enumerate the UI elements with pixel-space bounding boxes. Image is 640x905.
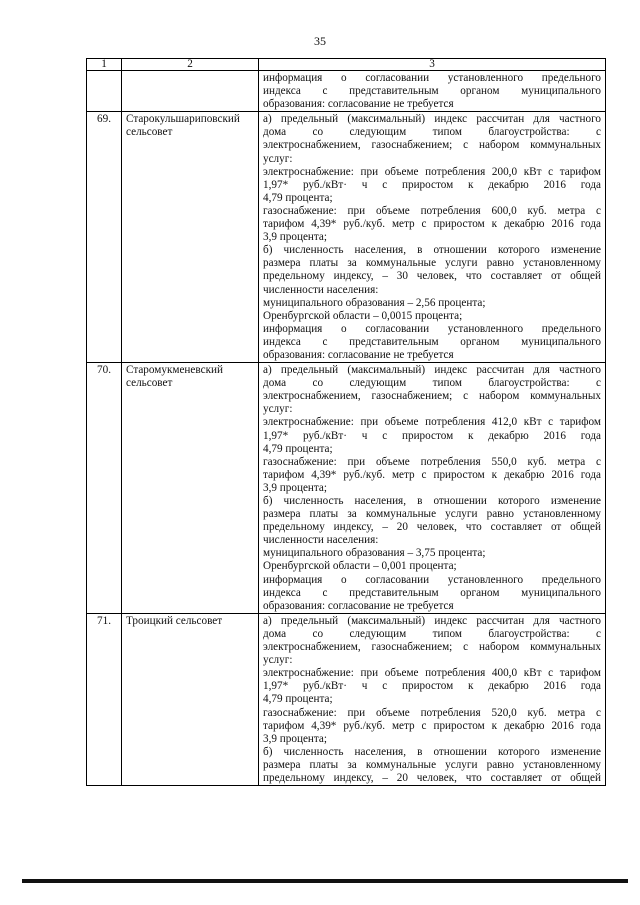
content-line: электроснабжение: при объеме потребления 412,0 кВт с тарифом bbox=[263, 416, 601, 429]
content-line: образования: согласование не требуется bbox=[263, 348, 454, 361]
content-line: газоснабжение: при объеме потребления 520,0 куб. метра с bbox=[263, 706, 601, 719]
column-header-content: 3 bbox=[259, 59, 606, 71]
content-line: тарифом 4,39* руб./куб. метр с приростом к декабрю 2016 года bbox=[263, 468, 601, 481]
content-line: 4,79 процента; bbox=[263, 191, 333, 204]
continuation-row bbox=[87, 71, 606, 112]
content-line: информация о согласовании установленного предельного bbox=[263, 573, 601, 586]
content-line: а) предельный (максимальный) индекс рассчитан для частного bbox=[263, 364, 601, 377]
content-line: 3,9 процента; bbox=[263, 231, 327, 244]
table-row bbox=[87, 363, 606, 614]
content-line: дома со следующим типом благоустройства: с bbox=[263, 126, 601, 139]
content-line: электроснабжение: при объеме потребления 400,0 кВт с тарифом bbox=[263, 667, 601, 680]
footer-rule bbox=[22, 879, 628, 883]
content-line: а) предельный (максимальный) индекс рассчитан для частного bbox=[263, 614, 601, 627]
content-line: газоснабжение: при объеме потребления 600,0 куб. метра с bbox=[263, 204, 601, 217]
column-header-number: 1 bbox=[87, 59, 122, 71]
content-line: размера платы за коммунальные услуги равно установленному bbox=[263, 758, 601, 771]
content-line: индекса с представительным органом муниципального bbox=[263, 586, 601, 599]
row-content bbox=[259, 363, 606, 614]
content-line: электроснабжением, газоснабжением; с набором коммунальных bbox=[263, 641, 601, 654]
row-content bbox=[259, 112, 606, 363]
row-number: 71. bbox=[87, 613, 122, 785]
content-line: Оренбургской области – 0,001 процента; bbox=[263, 560, 457, 573]
page-number: 35 bbox=[314, 34, 326, 48]
content-line: а) предельный (максимальный) индекс рассчитан для частного bbox=[263, 113, 601, 126]
content-line: информация о согласовании установленного предельного bbox=[263, 72, 601, 84]
content-line: услуг: bbox=[263, 152, 293, 165]
content-line: размера платы за коммунальные услуги равно установленному bbox=[263, 257, 601, 270]
content-line: электроснабжением, газоснабжением; с набором коммунальных bbox=[263, 390, 601, 403]
content-line: образования: согласование не требуется bbox=[263, 98, 454, 111]
content-line: предельному индексу, – 20 человек, что составляет от общей bbox=[263, 771, 601, 784]
table-row bbox=[87, 112, 606, 363]
content-line: размера платы за коммунальные услуги равно установленному bbox=[263, 508, 601, 521]
row-number: 70. bbox=[87, 363, 122, 614]
table-body bbox=[87, 71, 606, 786]
content-line: б) численность населения, в отношении которого изменение bbox=[263, 244, 601, 257]
content-line: 4,79 процента; bbox=[263, 693, 333, 706]
content-line: образования: согласование не требуется bbox=[263, 599, 454, 612]
table-row bbox=[87, 613, 606, 785]
content-line: б) численность населения, в отношении которого изменение bbox=[263, 745, 601, 758]
municipality-name: Старомукменевский сельсовет bbox=[122, 363, 259, 614]
content-line: 4,79 процента; bbox=[263, 442, 333, 455]
content-line: численности населения: bbox=[263, 283, 379, 296]
document-table bbox=[86, 58, 606, 786]
table-header-row bbox=[87, 59, 606, 71]
content-line: услуг: bbox=[263, 403, 293, 416]
content-line: 1,97* руб./кВт· ч с приростом к декабрю 2016 года bbox=[263, 429, 601, 442]
row-number: 69. bbox=[87, 112, 122, 363]
content-line: Оренбургской области – 0,0015 процента; bbox=[263, 309, 463, 322]
content-line: муниципального образования – 3,75 процента; bbox=[263, 547, 486, 560]
continuation-number-cell bbox=[87, 71, 122, 112]
content-line: индекса с представительным органом муниципального bbox=[263, 335, 601, 348]
content-line: тарифом 4,39* руб./куб. метр с приростом к декабрю 2016 года bbox=[263, 719, 601, 732]
row-content bbox=[259, 613, 606, 785]
content-line: предельному индексу, – 30 человек, что составляет от общей bbox=[263, 270, 601, 283]
content-line: газоснабжение: при объеме потребления 550,0 куб. метра с bbox=[263, 455, 601, 468]
content-line: 1,97* руб./кВт· ч с приростом к декабрю 2016 года bbox=[263, 680, 601, 693]
content-line: дома со следующим типом благоустройства: с bbox=[263, 377, 601, 390]
column-header-name: 2 bbox=[122, 59, 259, 71]
content-line: электроснабжением, газоснабжением; с набором коммунальных bbox=[263, 139, 601, 152]
municipality-name: Старокульшариповский сельсовет bbox=[122, 112, 259, 363]
content-line: 3,9 процента; bbox=[263, 732, 327, 745]
municipality-name: Троицкий сельсовет bbox=[122, 613, 259, 785]
content-line: тарифом 4,39* руб./куб. метр с приростом к декабрю 2016 года bbox=[263, 218, 601, 231]
content-line: информация о согласовании установленного предельного bbox=[263, 322, 601, 335]
content-line: услуг: bbox=[263, 654, 293, 667]
continuation-name-cell bbox=[122, 71, 259, 112]
content-line: предельному индексу, – 20 человек, что составляет от общей bbox=[263, 521, 601, 534]
content-line: 3,9 процента; bbox=[263, 481, 327, 494]
content-line: индекса с представительным органом муниципального bbox=[263, 85, 601, 98]
content-line: численности населения: bbox=[263, 534, 379, 547]
content-line: дома со следующим типом благоустройства: с bbox=[263, 627, 601, 640]
content-line: муниципального образования – 2,56 процента; bbox=[263, 296, 486, 309]
content-line: электроснабжение: при объеме потребления 200,0 кВт с тарифом bbox=[263, 165, 601, 178]
content-line: б) численность населения, в отношении которого изменение bbox=[263, 495, 601, 507]
continuation-content-cell bbox=[259, 71, 606, 112]
content-line: 1,97* руб./кВт· ч с приростом к декабрю 2016 года bbox=[263, 178, 601, 191]
